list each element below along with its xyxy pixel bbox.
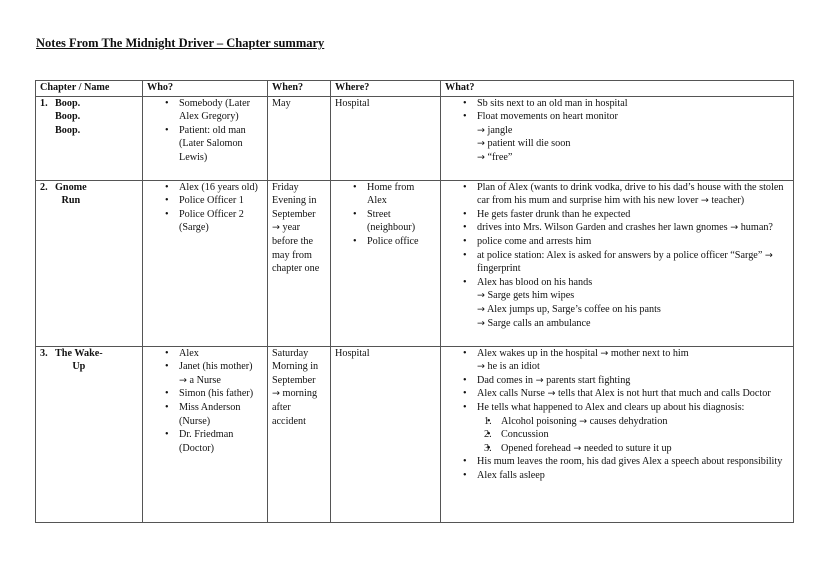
diagnosis-item xyxy=(484,442,789,456)
table-header-row xyxy=(36,81,794,97)
what-item-text: Alex has blood on his hands xyxy=(477,276,593,288)
arrow-icon: → xyxy=(477,290,485,302)
chapter-name-line: Boop. xyxy=(55,124,81,136)
arrow-icon: → xyxy=(573,442,582,454)
what-item-text: at police station: Alex is asked for answers by a police officer “Sarge” → fingerprint xyxy=(477,249,773,275)
what-item xyxy=(477,249,789,276)
chapter-name xyxy=(55,347,103,374)
who-cell xyxy=(143,180,268,346)
what-item-text: His mum leaves the room, his dad gives Alex a speech about responsibility xyxy=(477,456,783,468)
diagnosis-number: • 2. xyxy=(484,429,492,441)
chapter-name-line: The Wake- xyxy=(55,347,103,359)
what-item xyxy=(477,276,789,330)
arrow-icon: → xyxy=(477,124,485,136)
arrow-icon: → xyxy=(547,388,556,400)
what-list xyxy=(445,97,789,165)
arrow-icon: → xyxy=(477,361,485,373)
sub-point-text: Sarge calls an ambulance xyxy=(487,317,591,329)
chapter-cell xyxy=(36,346,143,522)
document-title: Notes From The Midnight Driver – Chapter summary xyxy=(36,36,325,50)
arrow-icon: → xyxy=(477,303,485,315)
when-cell xyxy=(268,96,331,180)
who-item xyxy=(179,208,263,235)
what-item xyxy=(477,110,789,164)
sub-point-text: a Nurse xyxy=(189,374,221,386)
arrow-icon: → xyxy=(477,151,485,163)
what-item-text: police come and arrests him xyxy=(477,235,592,247)
sub-point xyxy=(477,289,789,303)
chapter-name-line: Run xyxy=(61,195,81,207)
what-item-text: He gets faster drunk than he expected xyxy=(477,208,631,220)
what-item-text: drives into Mrs. Wilson Garden and crashes her lawn gnomes → human? xyxy=(477,222,773,234)
sub-point xyxy=(179,374,263,388)
who-item xyxy=(179,401,263,428)
sub-point xyxy=(477,124,789,138)
when-cell xyxy=(268,346,331,522)
chapter-name-line: Boop. xyxy=(55,111,81,123)
what-item xyxy=(477,208,789,222)
diagnosis-item xyxy=(484,428,789,442)
who-item-text: Police Officer 2 (Sarge) xyxy=(179,208,244,234)
arrow-icon: → xyxy=(535,374,544,386)
who-item xyxy=(179,347,263,361)
arrow-icon: → xyxy=(477,138,485,150)
diagnosis-text: Concussion xyxy=(501,429,549,441)
who-cell xyxy=(143,96,268,180)
chapter-number: 2. xyxy=(40,181,48,193)
arrow-icon: → xyxy=(477,317,485,329)
arrow-icon: → xyxy=(600,347,609,359)
where-item: • Street (neighbour) xyxy=(367,208,436,235)
when-text: Saturday Morning in September → morning after accident xyxy=(272,347,319,427)
who-item xyxy=(179,387,263,401)
what-item xyxy=(477,469,789,483)
table-row xyxy=(36,346,794,522)
what-item-text: Plan of Alex (wants to drink vodka, drive to his dad’s house with the stolen car from his mum and surprise him with his new lover → teacher) xyxy=(477,181,784,207)
who-item xyxy=(179,194,263,208)
who-list xyxy=(147,97,263,165)
what-cell xyxy=(441,346,794,522)
who-item xyxy=(179,181,263,195)
what-item-text: He tells what happened to Alex and clears up about his diagnosis: xyxy=(477,401,745,413)
where-list xyxy=(335,181,436,249)
what-item xyxy=(477,347,789,374)
sub-point xyxy=(477,303,789,317)
arrow-icon: → xyxy=(272,388,280,400)
diagnosis-number: • 1. xyxy=(484,415,492,427)
diagnosis-item xyxy=(484,415,789,429)
when-text: Friday Evening in September → year before the may from chapter one xyxy=(272,181,320,275)
header-chapter: Chapter / Name xyxy=(36,81,143,97)
where-cell xyxy=(331,180,441,346)
who-list xyxy=(147,181,263,235)
diagnosis-list xyxy=(477,415,789,456)
what-item-text: Float movements on heart monitor xyxy=(477,111,618,123)
what-item xyxy=(477,401,789,455)
who-item-text: Janet (his mother) xyxy=(179,361,253,373)
header-when: When? xyxy=(268,81,331,97)
where-item: • Home from Alex xyxy=(367,181,436,208)
what-item-text: Dad comes in → parents start fighting xyxy=(477,374,631,386)
what-item xyxy=(477,235,789,249)
chapter-name-line: Boop. xyxy=(55,97,81,109)
chapter-cell xyxy=(36,180,143,346)
who-cell xyxy=(143,346,268,522)
who-item-text: Dr. Friedman (Doctor) xyxy=(179,429,234,454)
what-item-text: Alex calls Nurse → tells that Alex is not hurt that much and calls Doctor xyxy=(477,388,771,400)
arrow-icon: → xyxy=(179,374,187,386)
chapter-name-line: Gnome xyxy=(55,181,87,193)
who-item-text: Somebody (Later Alex Gregory) xyxy=(179,97,251,123)
header-what: What? xyxy=(441,81,794,97)
who-item xyxy=(179,124,263,165)
what-item xyxy=(477,181,789,208)
when-text: May xyxy=(272,97,291,109)
what-list xyxy=(445,347,789,483)
sub-point-text: he is an idiot xyxy=(487,361,540,373)
sub-point xyxy=(477,317,789,331)
header-where: Where? xyxy=(331,81,441,97)
where-cell xyxy=(331,346,441,522)
chapter-number: 3. xyxy=(40,347,48,359)
chapter-summary-table xyxy=(35,80,794,523)
who-item xyxy=(179,428,263,455)
what-list xyxy=(445,181,789,331)
who-item xyxy=(179,97,263,124)
sub-point-text: jangle xyxy=(487,124,513,136)
what-item xyxy=(477,387,789,401)
chapter-cell xyxy=(36,96,143,180)
what-cell xyxy=(441,180,794,346)
what-item xyxy=(477,455,789,469)
chapter-name xyxy=(55,97,80,138)
who-list xyxy=(147,347,263,456)
sub-point-text: Sarge gets him wipes xyxy=(487,290,575,302)
arrow-icon: → xyxy=(272,222,280,234)
who-item xyxy=(179,360,263,387)
diagnosis-text: Opened forehead → needed to suture it up xyxy=(501,442,672,454)
chapter-number: 1. xyxy=(40,97,48,109)
diagnosis-number: • 3. xyxy=(484,442,492,454)
sub-point-text: “free” xyxy=(487,151,513,163)
who-item-text: Patient: old man (Later Salomon Lewis) xyxy=(179,124,246,163)
arrow-icon: → xyxy=(730,222,739,234)
where-text: Hospital xyxy=(335,347,370,359)
sub-point-text: Alex jumps up, Sarge’s coffee on his pants xyxy=(486,303,661,315)
who-item-text: Miss Anderson (Nurse) xyxy=(179,401,241,427)
who-item-text: Alex (16 years old) xyxy=(179,181,258,193)
what-item xyxy=(477,97,789,111)
what-item xyxy=(477,374,789,388)
when-cell xyxy=(268,180,331,346)
arrow-icon: → xyxy=(700,195,709,207)
what-item-text: Alex wakes up in the hospital → mother next to him xyxy=(477,347,689,359)
table-row xyxy=(36,96,794,180)
arrow-icon: → xyxy=(579,415,588,427)
where-cell xyxy=(331,96,441,180)
where-item: • Police office xyxy=(367,235,436,249)
header-who: Who? xyxy=(143,81,268,97)
where-text: Hospital xyxy=(335,97,370,109)
who-item-text: Alex xyxy=(179,347,199,359)
who-item-text: Police Officer 1 xyxy=(179,195,244,207)
what-cell xyxy=(441,96,794,180)
chapter-name-line: Up xyxy=(72,361,86,373)
who-item-text: Simon (his father) xyxy=(179,388,254,400)
sub-point xyxy=(477,137,789,151)
sub-point xyxy=(477,360,789,374)
what-item-text: Sb sits next to an old man in hospital xyxy=(477,97,628,109)
what-item-text: Alex falls asleep xyxy=(477,469,545,481)
sub-point-text: patient will die soon xyxy=(487,138,571,150)
chapter-name xyxy=(55,181,87,208)
what-item xyxy=(477,221,789,235)
diagnosis-text: Alcohol poisoning → causes dehydration xyxy=(501,415,668,427)
arrow-icon: → xyxy=(764,249,773,261)
sub-point xyxy=(477,151,789,165)
table-row xyxy=(36,180,794,346)
